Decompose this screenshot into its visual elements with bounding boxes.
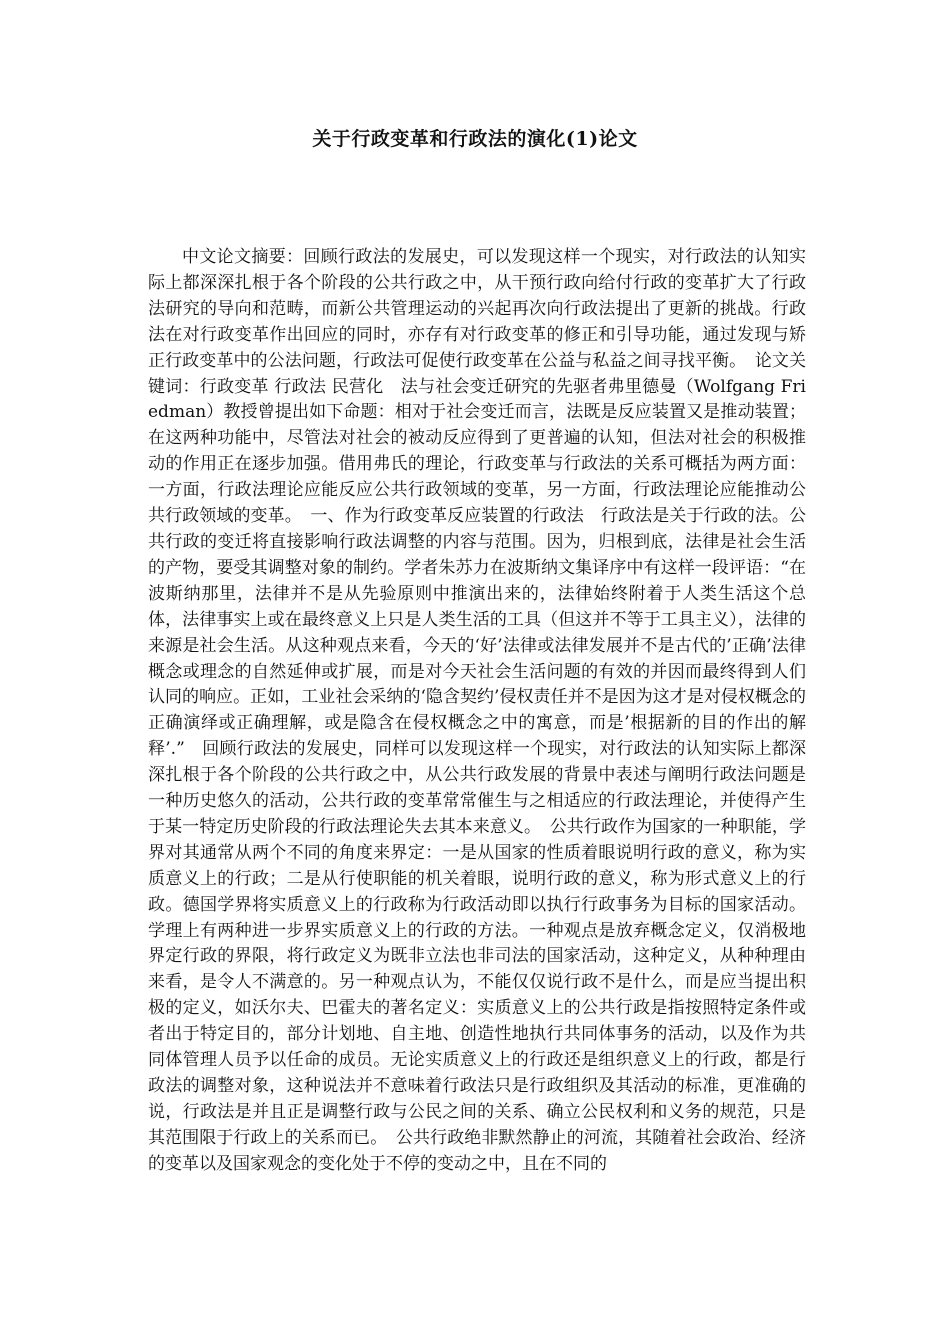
document-body: 中文论文摘要：回顾行政法的发展史，可以发现这样一个现实，对行政法的认知实际上都深深扎根于各个阶段的公共行政之中，从干预行政向给付行政的变革扩大了行政法研究的导向和范畴，而新公共管理运动的兴起再次向行政法提出了更新的挑战。行政法在对行政变革作出回应的同时，亦存有对行政变革的修正和引导功能，通过发现与矫正行政变革中的公法问题，行政法可促使行政变革在公益与私益之间寻找平衡。 论文关键词：行政变革 行政法 民营化 法与社会变迁研究的先驱者弗里德曼（Wolfgang Friedman）教授曾提出如下命题：相对于社会变迁而言，法既是反应装置又是推动装置；在这两种功能中，尽管法对社会的被动反应得到了更普遍的认知，但法对社会的积极推动的作用正在逐步加强。借用弗氏的理论，行政变革与行政法的关系可概括为两方面：一方面，行政法理论应能反应公共行政领域的变革，另一方面，行政法理论应能推动公共行政领域的变革。 一、作为行政变革反应装置的行政法 行政法是关于行政的法。公共行政的变迁将直接影响行政法调整的内容与范围。因为，归根到底，法律是社会生活的产物，要受其调整对象的制约。学者朱苏力在波斯纳文集译序中有这样一段评语：“在波斯纳那里，法律并不是从先验原则中推演出来的，法律始终附着于人类生活这个总体，法律事实上或在最终意义上只是人类生活的工具（但这并不等于工具主义），法律的来源是社会生活。从这种观点来看，今天的‘好’法律或法律发展并不是古代的’正确’法律概念或理念的自然延伸或扩展，而是对今天社会生活问题的有效的并因而最终得到人们认同的响应。正如，工业社会采纳的‘隐含契约’侵权责任并不是因为这才是对侵权概念的正确演绎或正确理解，或是隐含在侵权概念之中的寓意，而是’根据新的目的作出的解释’.” 回顾行政法的发展史，同样可以发现这样一个现实，对行政法的认知实际上都深深扎根于各个阶段的公共行政之中，从公共行政发展的背景中表述与阐明行政法问题是一种历史悠久的活动，公共行政的变革常常催生与之相适应的行政法理论，并使得产生于某一特定历史阶段的行政法理论失去其本来意义。 公共行政作为国家的一种职能，学界对其通常从两个不同的角度来界定：一是从国家的性质着眼说明行政的意义，称为实质意义上的行政；二是从行使职能的机关着眼，说明行政的意义，称为形式意义上的行政。德国学界将实质意义上的行政称为行政活动即以执行行政事务为目标的国家活动。学理上有两种进一步界实质意义上的行政的方法。一种观点是放弃概念定义，仅消极地界定行政的界限，将行政定义为既非立法也非司法的国家活动，这种定义，从种种理由来看，是令人不满意的。另一种观点认为，不能仅仅说行政不是什么，而是应当提出积极的定义，如沃尔夫、巴霍夫的著名定义：实质意义上的公共行政是指按照特定条件或者出于特定目的，部分计划地、自主地、创造性地执行共同体事务的活动，以及作为共同体管理人员予以任命的成员。无论实质意义上的行政还是组织意义上的行政，都是行政法的调整对象，这种说法并不意味着行政法只是行政组织及其活动的标准，更准确的说，行政法是并且正是调整行政与公民之间的关系、确立公民权利和义务的规范，只是其范围限于行政上的关系而已。 公共行政绝非默然静止的河流，其随着社会政治、经济的变革以及国家观念的变化处于不停的变动之中，且在不同的 (148, 247, 806, 1174)
document-title: 关于行政变革和行政法的演化(1)论文 (312, 128, 638, 150)
